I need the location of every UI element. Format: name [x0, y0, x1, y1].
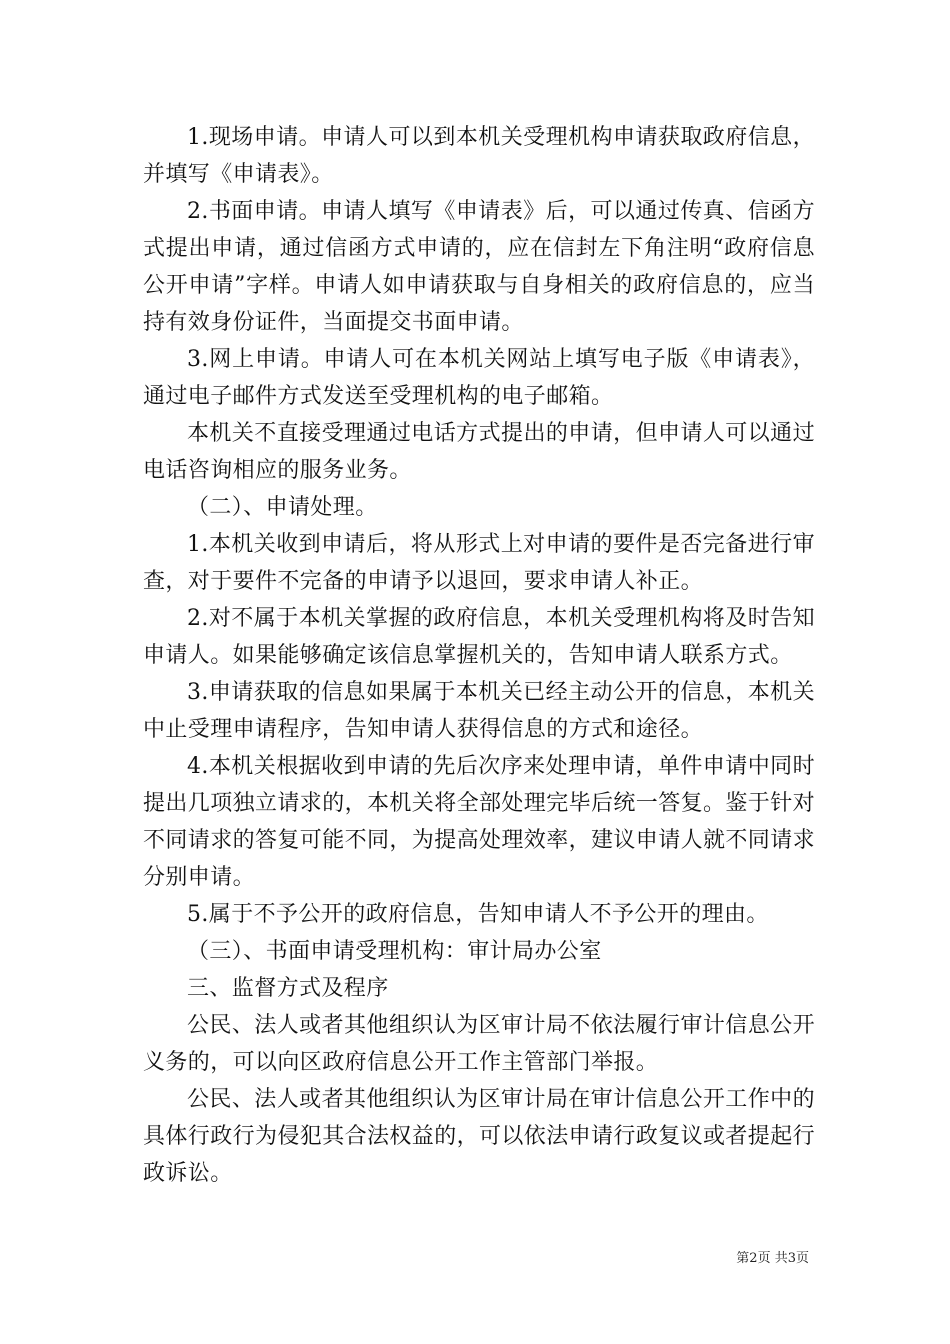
- paragraph-written-application: 2.书面申请。申请人填写《申请表》后，可以通过传真、信函方式提出申请，通过信函方式申请的，应在信封左下角注明“政府信息公开申请”字样。申请人如申请获取与自身相关的政府信息的，应当持有效身份证件，当面提交书面申请。: [143, 199, 815, 335]
- section-heading-accepting-agency: （三）、书面申请受理机构：审计局办公室: [187, 939, 602, 964]
- paragraph-processing-4: 4.本机关根据收到申请的先后次序来处理申请，单件申请中同时提出几项独立请求的，本机关将全部处理完毕后统一答复。鉴于针对不同请求的答复可能不同，为提高处理效率，建议申请人就不同请求分别申请。: [143, 754, 816, 890]
- paragraph-supervision-appeal: 公民、法人或者其他组织认为区审计局在审计信息公开工作中的具体行政行为侵犯其合法权益的，可以依法申请行政复议或者提起行政诉讼。: [143, 1087, 816, 1186]
- footer-middle: 页 共: [757, 1251, 788, 1266]
- paragraph-onsite-application: 1.现场申请。申请人可以到本机关受理机构申请获取政府信息，并填写《申请表》。: [143, 125, 815, 187]
- paragraph-processing-1: 1.本机关收到申请后，将从形式上对申请的要件是否完备进行审查，对于要件不完备的申请予以退回，要求申请人补正。: [143, 532, 815, 594]
- paragraph-supervision-report: 公民、法人或者其他组织认为区审计局不依法履行审计信息公开义务的，可以向区政府信息公开工作主管部门举报。: [143, 1013, 815, 1075]
- footer-suffix: 页: [795, 1251, 809, 1266]
- document-body: [143, 119, 815, 1192]
- footer-total-pages: 3: [787, 1251, 796, 1266]
- section-heading-supervision: 三、监督方式及程序: [187, 976, 389, 1001]
- paragraph-online-application: 3.网上申请。申请人可在本机关网站上填写电子版《申请表》，通过电子邮件方式发送至受理机构的电子邮箱。: [143, 347, 815, 409]
- paragraph-processing-3: 3.申请获取的信息如果属于本机关已经主动公开的信息，本机关中止受理申请程序，告知申请人获得信息的方式和途径。: [143, 680, 815, 742]
- page-number-footer: [736, 1247, 809, 1266]
- footer-current-page: 2: [749, 1251, 758, 1266]
- paragraph-phone-note: 本机关不直接受理通过电话方式提出的申请，但申请人可以通过电话咨询相应的服务业务。: [143, 421, 815, 483]
- paragraph-processing-2: 2.对不属于本机关掌握的政府信息，本机关受理机构将及时告知申请人。如果能够确定该信息掌握机关的，告知申请人联系方式。: [143, 606, 815, 668]
- section-heading-processing: （二）、申请处理。: [187, 495, 378, 520]
- paragraph-processing-5: 5.属于不予公开的政府信息，告知申请人不予公开的理由。: [187, 902, 769, 927]
- footer-prefix: 第: [736, 1251, 750, 1266]
